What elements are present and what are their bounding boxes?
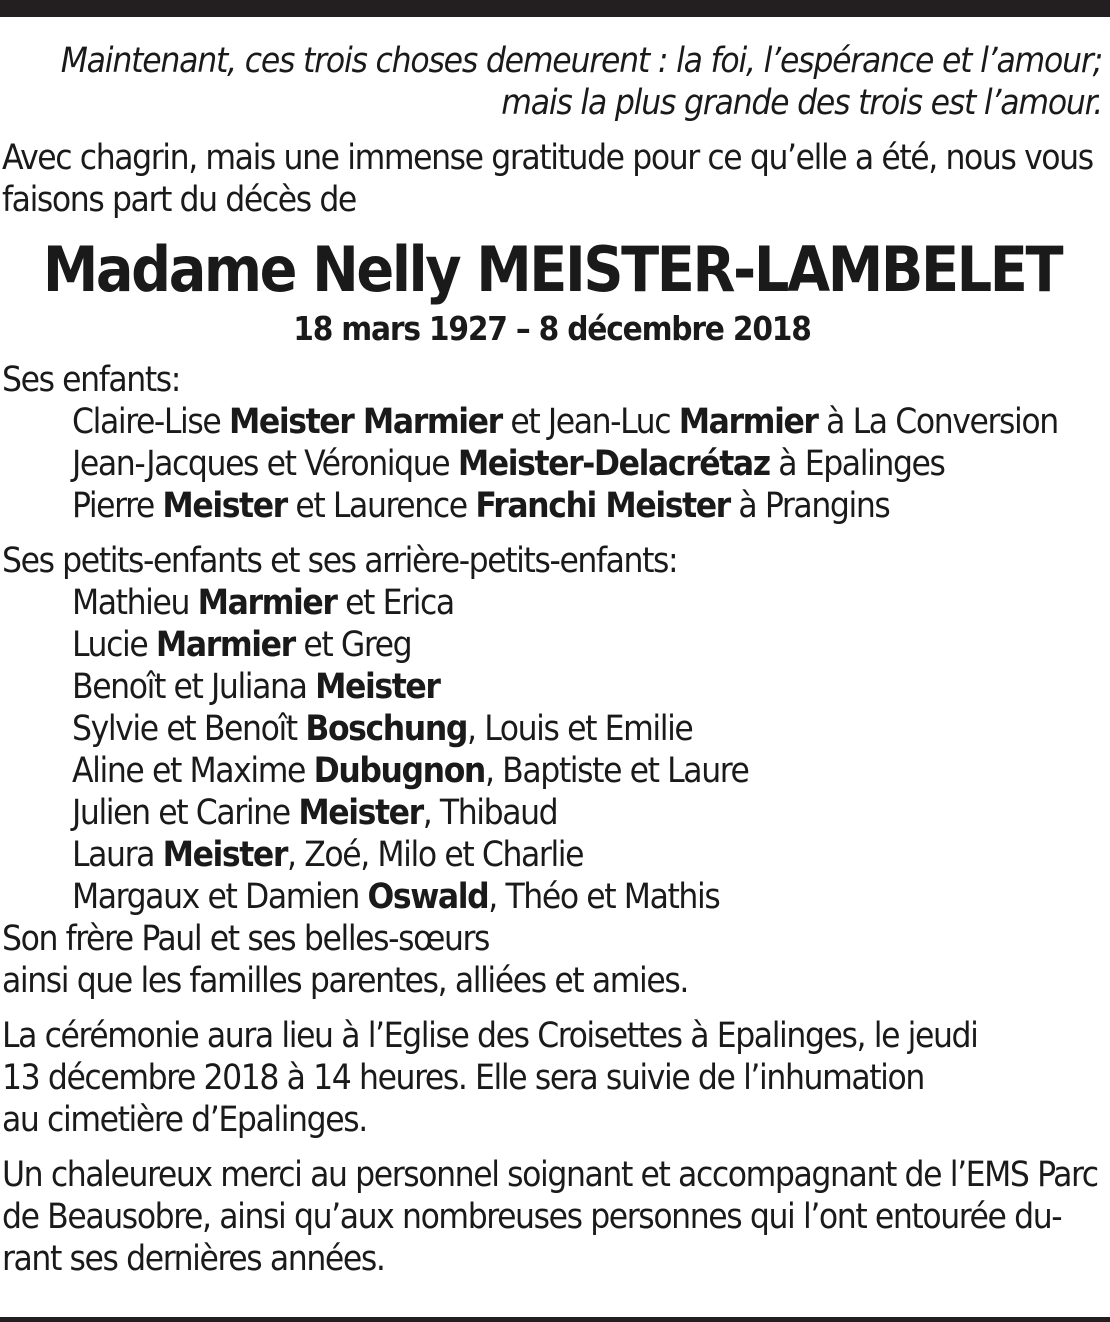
- top-rule: [0, 0, 1110, 17]
- children-section: [2, 359, 1102, 527]
- list-item: [2, 834, 1102, 876]
- ceremony-line: La cérémonie aura lieu à l’Eglise des Croisettes à Epalinges, le jeudi: [2, 1016, 978, 1056]
- given-names: Jean-Jacques et Véronique: [72, 444, 458, 484]
- intro-line: Avec chagrin, mais une immense gratitude pour ce qu’elle a été, nous vous: [2, 138, 1093, 178]
- location: à Prangins: [729, 486, 890, 526]
- partner-names: et Jean-Luc: [501, 402, 679, 442]
- family-name: Meister-Delacrétaz: [457, 444, 770, 484]
- list-item: [2, 624, 1102, 666]
- children-heading: Ses enfants:: [2, 360, 181, 400]
- quote-line: mais la plus grande des trois est l’amour.: [501, 83, 1102, 123]
- given-names: Claire-Lise: [72, 402, 229, 442]
- family-name: Marmier: [197, 583, 337, 623]
- thanks-paragraph: [2, 1154, 1102, 1280]
- given-names: Laura: [72, 835, 163, 875]
- bible-quote: [2, 40, 1102, 124]
- list-item: [2, 401, 1102, 443]
- bottom-rule: [0, 1317, 1110, 1322]
- given-names: Mathieu: [72, 583, 198, 623]
- family-name: Franchi Meister: [475, 486, 730, 526]
- list-item: [2, 708, 1102, 750]
- life-dates: 18 mars 1927 – 8 décembre 2018: [293, 309, 811, 348]
- partner-names: et Laurence: [286, 486, 476, 526]
- grandchildren-heading: Ses petits-enfants et ses arrière-petits-enfants:: [2, 541, 678, 581]
- other-names: , Baptiste et Laure: [484, 751, 749, 791]
- other-names: , Théo et Mathis: [488, 877, 720, 917]
- others-line: Son frère Paul et ses belles-sœurs: [2, 919, 490, 959]
- list-item: [2, 666, 1102, 708]
- quote-line: Maintenant, ces trois choses demeurent : la foi, l’espérance et l’amour;: [60, 41, 1102, 81]
- family-name: Meister: [162, 835, 288, 875]
- intro-line: faisons part du décès de: [2, 180, 356, 220]
- family-name: Marmier: [678, 402, 818, 442]
- other-names: , Louis et Emilie: [467, 709, 693, 749]
- other-names: , Thibaud: [422, 793, 558, 833]
- thanks-line: Un chaleureux merci au personnel soignant et accompagnant de l’EMS Parc: [2, 1155, 1098, 1195]
- other-names: , Zoé, Milo et Charlie: [287, 835, 584, 875]
- given-names: Julien et Carine: [72, 793, 299, 833]
- list-item: [2, 443, 1102, 485]
- given-names: Benoît et Juliana: [72, 667, 316, 707]
- intro-paragraph: [2, 137, 1102, 221]
- family-name: Boschung: [305, 709, 467, 749]
- others-line: ainsi que les familles parentes, alliées et amies.: [2, 961, 688, 1001]
- family-name: Oswald: [367, 877, 489, 917]
- location: à Epalinges: [769, 444, 945, 484]
- given-names: Pierre: [72, 486, 163, 526]
- family-name: Meister: [162, 486, 287, 526]
- ceremony-line: au cimetière d’Epalinges.: [2, 1100, 367, 1140]
- ceremony-line: 13 décembre 2018 à 14 heures. Elle sera suivie de l’inhumation: [2, 1058, 924, 1098]
- thanks-line: rant ses dernières années.: [2, 1239, 385, 1279]
- given-names: Aline et Maxime: [72, 751, 314, 791]
- family-name: Marmier: [155, 625, 295, 665]
- list-item: [2, 792, 1102, 834]
- list-item: [2, 750, 1102, 792]
- other-names: et Greg: [294, 625, 412, 665]
- grandchildren-section: [2, 540, 1102, 1002]
- family-name: Dubugnon: [313, 751, 485, 791]
- list-item: [2, 876, 1102, 918]
- family-name: Meister: [298, 793, 423, 833]
- family-name: Meister: [315, 667, 440, 707]
- other-names: et Erica: [336, 583, 454, 623]
- list-item: [2, 485, 1102, 527]
- family-name: Meister Marmier: [228, 402, 502, 442]
- obituary-notice: [2, 40, 1102, 1280]
- given-names: Margaux et Damien: [72, 877, 368, 917]
- location: à La Conversion: [817, 402, 1058, 442]
- given-names: Lucie: [72, 625, 156, 665]
- ceremony-paragraph: [2, 1015, 1102, 1141]
- thanks-line: de Beausobre, ainsi qu’aux nombreuses personnes qui l’ont entourée du-: [2, 1197, 1062, 1237]
- given-names: Sylvie et Benoît: [72, 709, 306, 749]
- deceased-name: Madame Nelly MEISTER-LAMBELET: [42, 233, 1062, 306]
- list-item: [2, 582, 1102, 624]
